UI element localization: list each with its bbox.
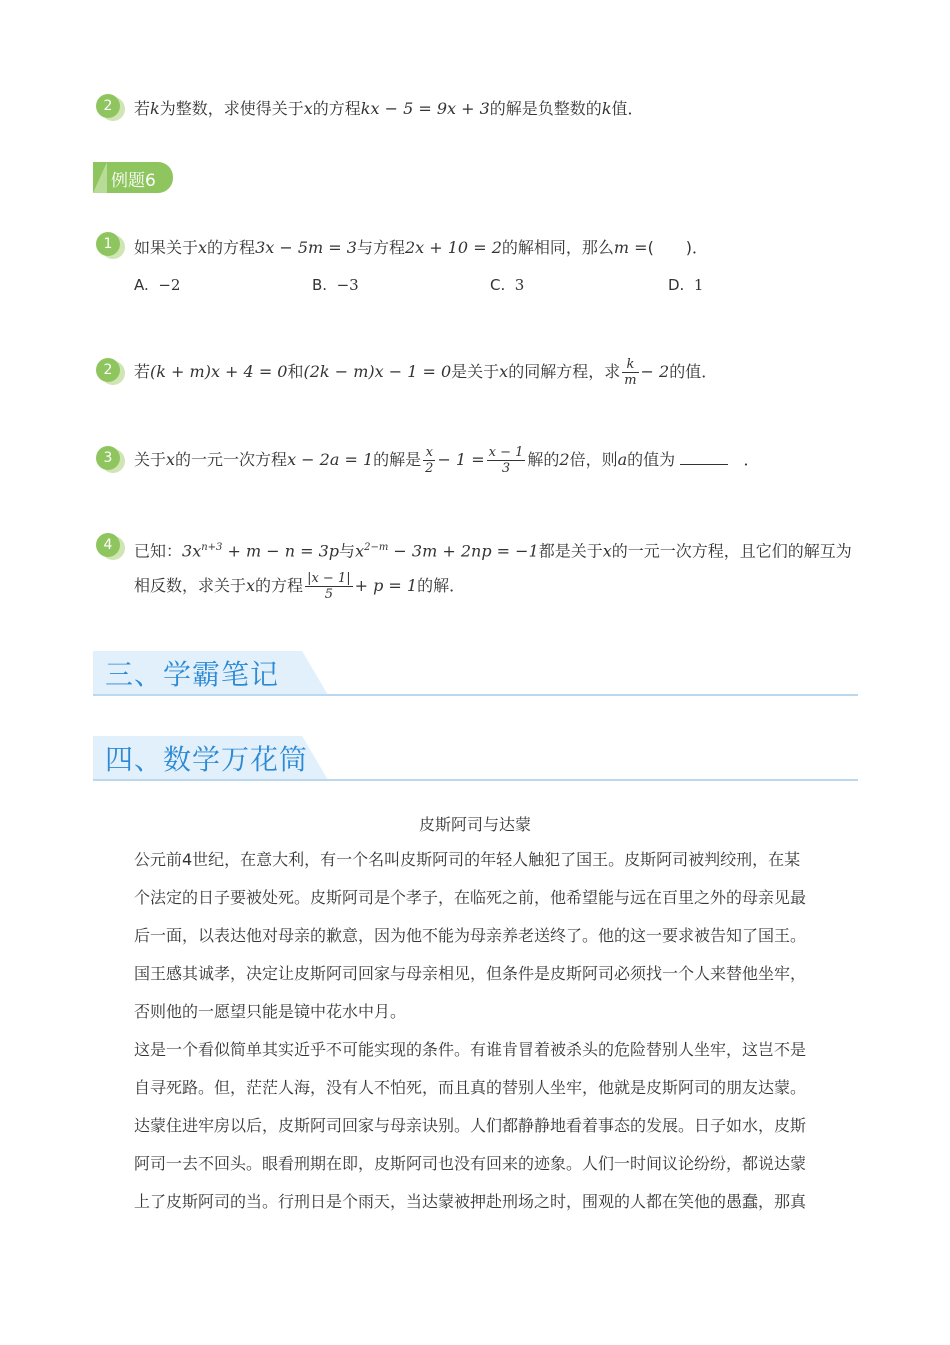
choice-b[interactable]: B. −3: [312, 276, 359, 294]
section-title: 三、学霸笔记: [105, 658, 280, 691]
question-2-top: 若k为整数，求使得关于x的方程kx − 5 = 9x + 3的解是负整数的k值．: [134, 99, 644, 118]
question-number-badge: 1: [96, 232, 122, 260]
section-title: 四、数学万花筒: [105, 743, 309, 776]
story-line: 自寻死路。但，茫茫人海，没有人不怕死，而且真的替别人坐牢，他就是皮斯阿司的朋友达蒙。: [134, 1078, 807, 1097]
fraction: $\frac{k}{m}$: [624, 357, 637, 388]
story-line: 上了皮斯阿司的当。行刑日是个雨天，当达蒙被押赴刑场之时，围观的人都在笑他的愚蠢，那真: [134, 1192, 807, 1211]
fraction: $\frac{x}{2}$: [425, 445, 434, 476]
question-number-badge: 2: [96, 358, 122, 386]
example-tag: 例题6: [93, 162, 173, 193]
question-number-badge: 2: [96, 94, 122, 122]
section-header-notes: [93, 651, 858, 697]
question-4-line-1: 已知：$3x^{n+3} + m - n = 3p$与$x^{2-m} - 3m + 2np = -1$都是关于x的一元一次方程，且它们的解互为: [134, 541, 852, 561]
choice-d[interactable]: D. 1: [668, 276, 704, 294]
question-4-line-2: 相反数，求关于x的方程 $\frac{|x - 1|}{5}$ + p = 1的解．: [134, 571, 466, 602]
choice-c[interactable]: C. 3: [490, 276, 525, 294]
story-line: 国王感其诚孝，决定让皮斯阿司回家与母亲相见，但条件是皮斯阿司必须找一个人来替他坐牢，: [134, 964, 807, 983]
story-line: 达蒙住进牢房以后，皮斯阿司回家与母亲诀别。人们都静静地看着事态的发展。日子如水，皮斯: [134, 1116, 807, 1135]
story-line: 这是一个看似简单其实近乎不可能实现的条件。有谁肯冒着被杀头的危险替别人坐牢，这岂不是: [134, 1040, 807, 1059]
question-1: 如果关于x的方程3x − 5m = 3与方程2x + 10 = 2的解相同，那么m =( )．: [134, 238, 709, 257]
fraction: $\frac{|x - 1|}{5}$: [307, 571, 351, 602]
story-line: 公元前4世纪，在意大利，有一个名叫皮斯阿司的年轻人触犯了国王。皮斯阿司被判绞刑，在某: [134, 850, 801, 869]
question-number-badge: 4: [96, 533, 122, 561]
choice-a[interactable]: A. −2: [134, 276, 181, 294]
answer-blank[interactable]: [680, 450, 728, 465]
question-2: 若(k + m)x + 4 = 0和(2k − m)x − 1 = 0是关于x的同解方程，求 $\frac{k}{m}$ − 2的值．: [134, 357, 718, 388]
question-3: 关于x的一元一次方程x − 2a = 1的解是 $\frac{x}{2}$ − 1 = $\frac{x - 1}{3}$ 解的2倍，则a的值为 ．: [134, 445, 760, 476]
story-line: 后一面，以表达他对母亲的歉意，因为他不能为母亲养老送终了。他的这一要求被告知了国王。: [134, 926, 807, 945]
story-line: 个法定的日子要被处死。皮斯阿司是个孝子，在临死之前，他希望能与远在百里之外的母亲见最: [134, 888, 807, 907]
story-body: [134, 841, 844, 1221]
fraction: $\frac{x - 1}{3}$: [488, 445, 524, 476]
story-title: 皮斯阿司与达蒙: [418, 815, 531, 834]
section-header-kaleidoscope: [93, 736, 858, 782]
question-number-badge: 3: [96, 446, 122, 474]
story-line: 否则他的一愿望只能是镜中花水中月。: [134, 1002, 407, 1021]
story-line: 阿司一去不回头。眼看刑期在即，皮斯阿司也没有回来的迹象。人们一时间议论纷纷，都说达蒙: [134, 1154, 807, 1173]
